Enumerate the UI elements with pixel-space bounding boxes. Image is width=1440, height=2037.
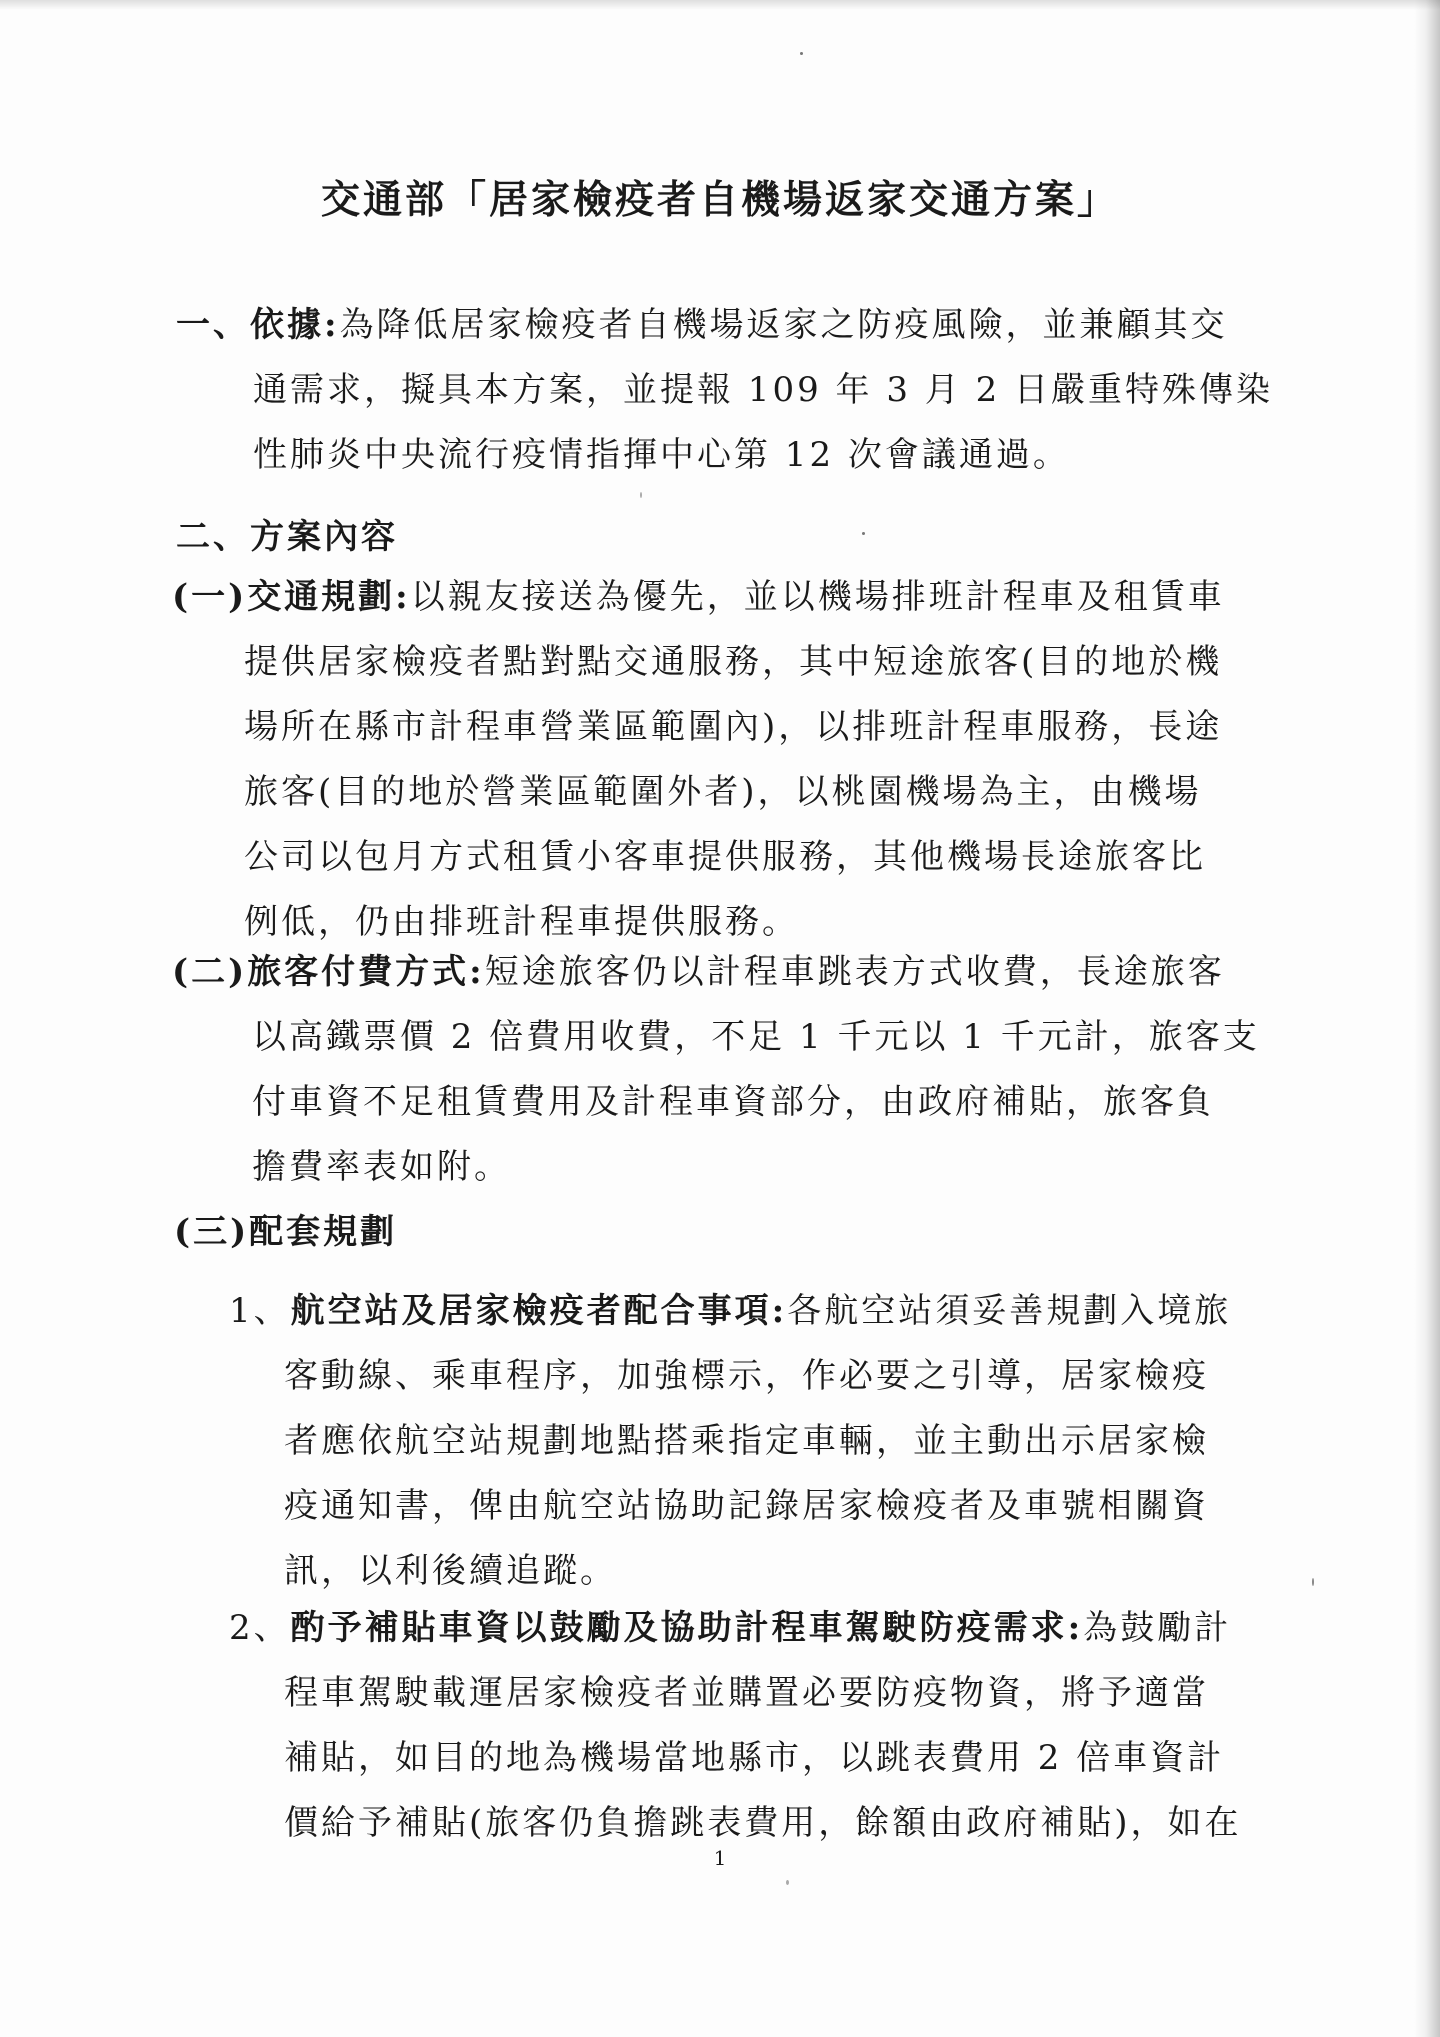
section-label: 旅客付費方式: [247, 952, 485, 992]
paragraph-line [229, 1596, 1242, 1661]
paragraph-text: 以親友接送為優先，並以機場排班計程車及租賃車 [410, 577, 1225, 617]
paragraph-text: 短途旅客仍以計程車跳表方式收費，長途旅客 [484, 952, 1225, 992]
section-marker: (二) [172, 952, 248, 992]
page-number: 1 [713, 1846, 727, 1870]
paragraph-line: 價給予補貼(旅客仍負擔跳表費用，餘額由政府補貼)，如在 [284, 1803, 1242, 1843]
section-marker: (一) [172, 577, 248, 617]
section-basis [176, 293, 1273, 488]
section-item-2 [229, 1596, 1242, 1856]
paragraph-line: 擔費率表如附。 [252, 1147, 511, 1187]
paragraph-line [172, 940, 1260, 1005]
paragraph-line: 通需求，擬具本方案，並提報 109 年 3 月 2 日嚴重特殊傳染 [253, 370, 1274, 410]
paragraph-line: 以高鐵票價 2 倍費用收費，不足 1 千元以 1 千元計，旅客支 [252, 1017, 1260, 1057]
paragraph-text: 各航空站須妥善規劃入境旅 [787, 1291, 1232, 1331]
paragraph-line: 者應依航空站規劃地點搭乘指定車輛，並主動出示居家檢 [284, 1421, 1209, 1461]
paragraph-line [176, 293, 1273, 358]
item-label: 酌予補貼車資以鼓勵及協助計程車駕駛防疫需求: [290, 1608, 1084, 1648]
paragraph-line: 公司以包月方式租賃小客車提供服務，其他機場長途旅客比 [244, 837, 1206, 877]
item-marker: 1、 [229, 1291, 291, 1331]
paragraph-line: 客動線、乘車程序，加強標示，作必要之引導，居家檢疫 [284, 1356, 1209, 1396]
section-marker: 一、 [176, 305, 250, 345]
paragraph-line: 程車駕駛載運居家檢疫者並購置必要防疫物資，將予適當 [284, 1673, 1209, 1713]
paragraph-line: 付車資不足租賃費用及計程車資部分，由政府補貼，旅客負 [252, 1082, 1214, 1122]
section-content-heading: 二、方案內容 [176, 517, 398, 557]
paragraph-line: 例低，仍由排班計程車提供服務。 [244, 902, 799, 942]
item-label: 航空站及居家檢疫者配合事項: [290, 1291, 788, 1331]
paragraph-line [229, 1279, 1231, 1344]
paragraph-line: 場所在縣市計程車營業區範圍內)，以排班計程車服務，長途 [244, 707, 1223, 747]
document-title: 交通部「居家檢疫者自機場返家交通方案」 [320, 177, 1119, 223]
section-label: 依據: [250, 305, 340, 345]
scan-speck [640, 492, 642, 498]
scan-speck [1312, 1578, 1314, 1586]
scan-speck [786, 1880, 789, 1885]
section-payment [172, 940, 1260, 1200]
paragraph-text: 為降低居家檢疫者自機場返家之防疫風險，並兼顧其交 [339, 305, 1228, 345]
scan-shadow-top [0, 0, 1440, 10]
paragraph-line: 旅客(目的地於營業區範圍外者)，以桃園機場為主，由機場 [244, 772, 1202, 812]
paragraph-line: 補貼，如目的地為機場當地縣市，以跳表費用 2 倍車資計 [284, 1738, 1225, 1778]
scan-speck [800, 52, 803, 55]
paragraph-line: 疫通知書，俾由航空站協助記錄居家檢疫者及車號相關資 [284, 1486, 1209, 1526]
item-marker: 2、 [229, 1608, 291, 1648]
paragraph-line [172, 565, 1225, 630]
scan-speck [862, 532, 865, 535]
section-label: 交通規劃: [247, 577, 411, 617]
section-item-1 [229, 1279, 1231, 1604]
paragraph-text: 為鼓勵計 [1083, 1608, 1232, 1648]
paragraph-line: 訊，以利後續追蹤。 [284, 1551, 617, 1591]
section-transport-plan [172, 565, 1225, 955]
section-supporting-heading: (三)配套規劃 [174, 1212, 398, 1252]
scan-shadow-right [1414, 0, 1440, 2037]
paragraph-line: 提供居家檢疫者點對點交通服務，其中短途旅客(目的地於機 [244, 642, 1223, 682]
paragraph-line: 性肺炎中央流行疫情指揮中心第 12 次會議通過。 [253, 435, 1070, 475]
